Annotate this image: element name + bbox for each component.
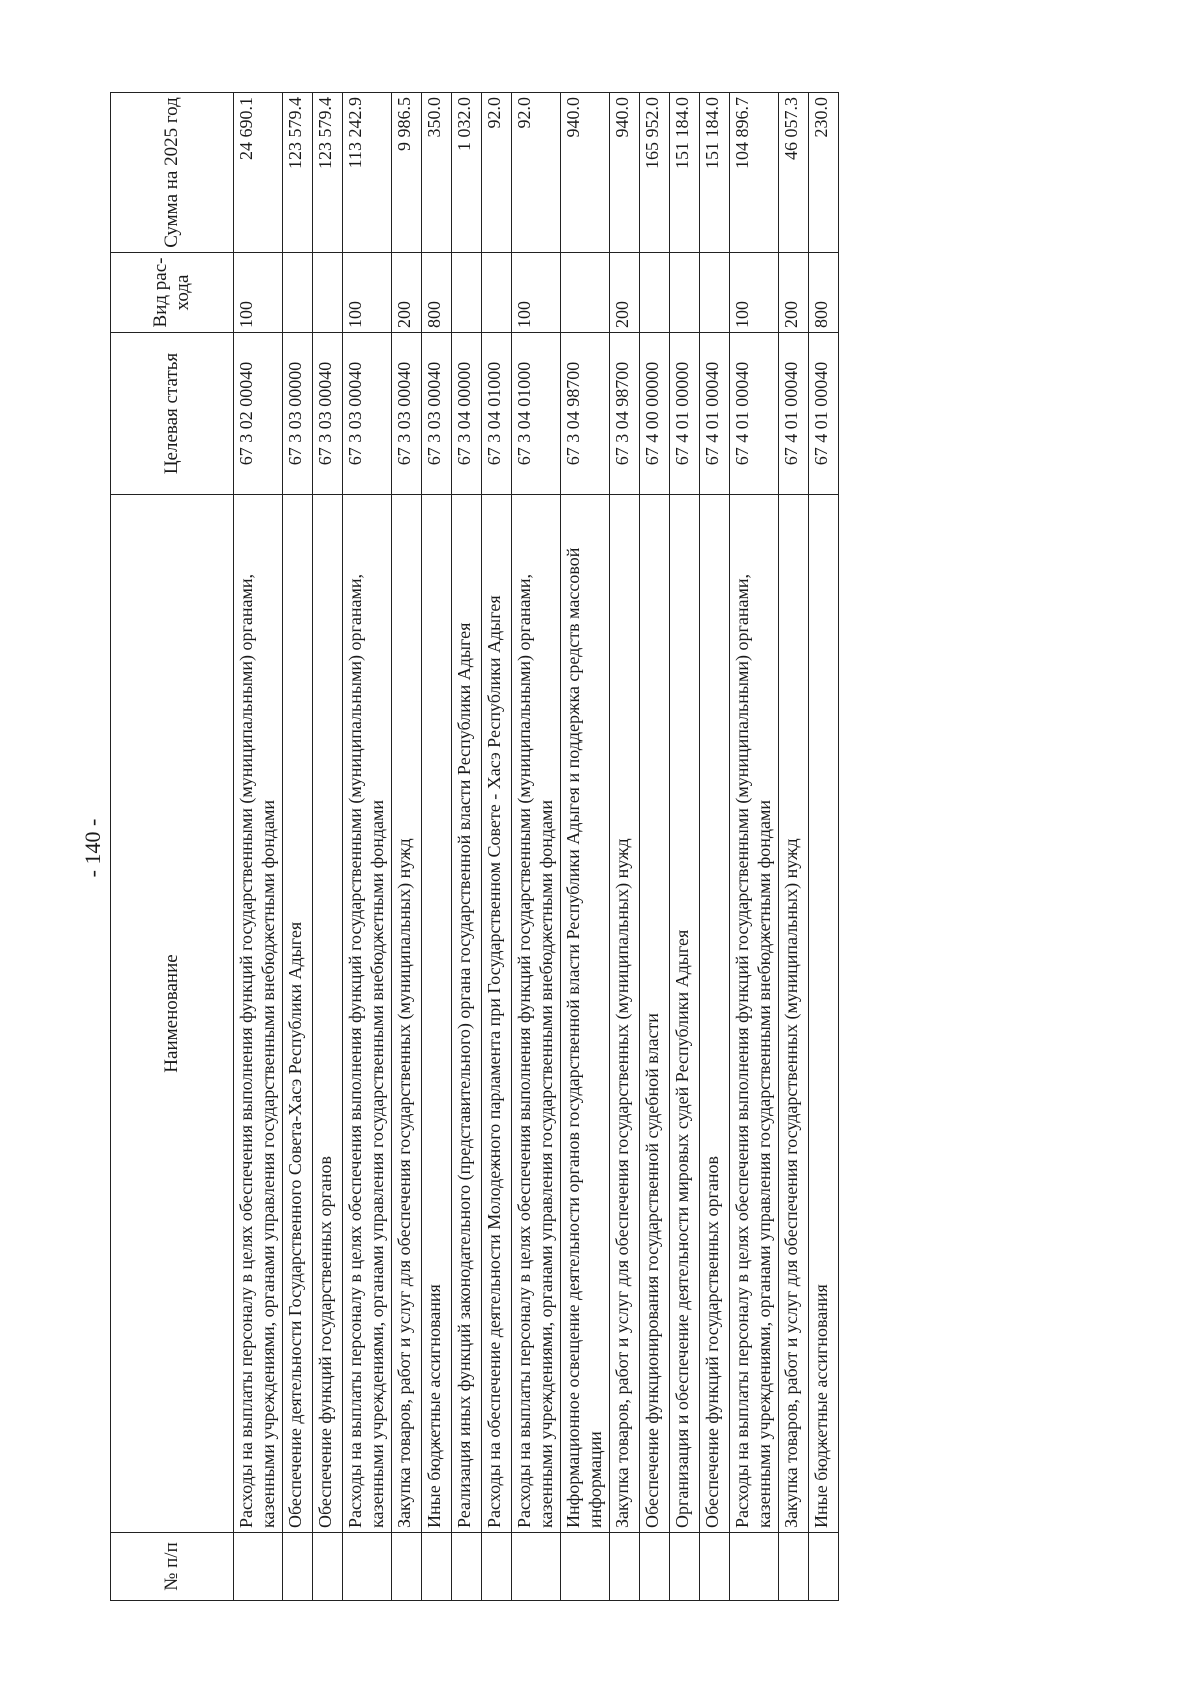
header-code: Целевая статья	[111, 333, 234, 495]
cell-name: Обеспечение деятельности Государственного Совета-Хасэ Республики Адыгея	[282, 495, 312, 1533]
cell-num	[234, 1533, 283, 1601]
budget-table	[110, 92, 839, 1601]
cell-sum: 24 690.1	[234, 93, 283, 253]
cell-code: 67 3 02 00040	[234, 333, 283, 495]
cell-code: 67 4 01 00040	[778, 333, 808, 495]
cell-type	[312, 253, 342, 333]
cell-name: Расходы на выплаты персоналу в целях обеспечения выполнения функций государственными (муниципальными) органами, казенными учреждениями, органами управления государственными внебюджетными фондами	[342, 495, 391, 1533]
cell-num	[391, 1533, 421, 1601]
cell-type: 100	[729, 253, 778, 333]
cell-code: 67 3 03 00040	[391, 333, 421, 495]
cell-num	[342, 1533, 391, 1601]
cell-sum: 9 986.5	[391, 93, 421, 253]
cell-num	[639, 1533, 669, 1601]
cell-sum: 151 184.0	[669, 93, 699, 253]
cell-sum: 940.0	[560, 93, 609, 253]
cell-name: Расходы на выплаты персоналу в целях обеспечения выполнения функций государственными (муниципальными) органами, казенными учреждениями, органами управления государственными внебюджетными фондами	[729, 495, 778, 1533]
cell-name: Иные бюджетные ассигнования	[808, 495, 838, 1533]
table-row	[669, 93, 699, 1601]
cell-name: Закупка товаров, работ и услуг для обеспечения государственных (муниципальных) нужд	[391, 495, 421, 1533]
cell-code: 67 4 00 00000	[639, 333, 669, 495]
cell-name: Расходы на обеспечение деятельности Молодежного парламента при Государственном Совете - Хасэ Республики Адыгея	[481, 495, 511, 1533]
cell-type	[669, 253, 699, 333]
cell-num	[808, 1533, 838, 1601]
cell-sum: 123 579.4	[312, 93, 342, 253]
cell-num	[451, 1533, 481, 1601]
page-number: - 140 -	[80, 818, 105, 878]
cell-name: Обеспечение функций государственных органов	[312, 495, 342, 1533]
cell-sum: 123 579.4	[282, 93, 312, 253]
cell-type	[481, 253, 511, 333]
cell-type	[639, 253, 669, 333]
table-row	[560, 93, 609, 1601]
cell-type	[699, 253, 729, 333]
table-row	[282, 93, 312, 1601]
cell-code: 67 3 04 01000	[481, 333, 511, 495]
cell-code: 67 3 04 98700	[560, 333, 609, 495]
table-row	[421, 93, 451, 1601]
cell-num	[669, 1533, 699, 1601]
cell-name: Организация и обеспечение деятельности мировых судей Республики Адыгея	[669, 495, 699, 1533]
cell-sum: 165 952.0	[639, 93, 669, 253]
cell-num	[511, 1533, 560, 1601]
cell-sum: 940.0	[609, 93, 639, 253]
cell-num	[312, 1533, 342, 1601]
cell-code: 67 4 01 00040	[729, 333, 778, 495]
cell-code: 67 3 03 00000	[282, 333, 312, 495]
cell-code: 67 3 04 00000	[451, 333, 481, 495]
cell-type	[560, 253, 609, 333]
table-row	[609, 93, 639, 1601]
cell-sum: 92.0	[481, 93, 511, 253]
cell-name: Закупка товаров, работ и услуг для обеспечения государственных (муниципальных) нужд	[778, 495, 808, 1533]
cell-name: Расходы на выплаты персоналу в целях обеспечения выполнения функций государственными (муниципальными) органами, казенными учреждениями, органами управления государственными внебюджетными фондами	[234, 495, 283, 1533]
table-row	[808, 93, 838, 1601]
cell-type: 200	[391, 253, 421, 333]
cell-num	[609, 1533, 639, 1601]
cell-sum: 151 184.0	[699, 93, 729, 253]
cell-type: 200	[778, 253, 808, 333]
table-row	[234, 93, 283, 1601]
table-row	[699, 93, 729, 1601]
cell-type: 100	[511, 253, 560, 333]
cell-num	[282, 1533, 312, 1601]
header-name: Наименование	[111, 495, 234, 1533]
cell-num	[421, 1533, 451, 1601]
cell-type: 100	[342, 253, 391, 333]
table-row	[312, 93, 342, 1601]
cell-code: 67 4 01 00000	[669, 333, 699, 495]
cell-name: Иные бюджетные ассигнования	[421, 495, 451, 1533]
cell-type: 200	[609, 253, 639, 333]
table-row	[342, 93, 391, 1601]
cell-type	[451, 253, 481, 333]
cell-code: 67 4 01 00040	[808, 333, 838, 495]
cell-sum: 230.0	[808, 93, 838, 253]
table-row	[639, 93, 669, 1601]
cell-sum: 46 057.3	[778, 93, 808, 253]
cell-name: Обеспечение функционирования государственной судебной власти	[639, 495, 669, 1533]
cell-num	[560, 1533, 609, 1601]
header-type: Вид рас-хода	[111, 253, 234, 333]
table-row	[391, 93, 421, 1601]
header-num: № п/п	[111, 1533, 234, 1601]
cell-code: 67 3 04 98700	[609, 333, 639, 495]
cell-num	[778, 1533, 808, 1601]
cell-num	[699, 1533, 729, 1601]
table-row	[451, 93, 481, 1601]
table-row	[481, 93, 511, 1601]
cell-code: 67 3 03 00040	[342, 333, 391, 495]
cell-type: 800	[808, 253, 838, 333]
cell-sum: 92.0	[511, 93, 560, 253]
cell-name: Реализация иных функций законодательного (представительного) органа государственной власти Республики Адыгея	[451, 495, 481, 1533]
cell-type: 800	[421, 253, 451, 333]
cell-num	[481, 1533, 511, 1601]
cell-type	[282, 253, 312, 333]
table-body	[234, 93, 839, 1601]
cell-sum: 1 032.0	[451, 93, 481, 253]
cell-name: Информационное освещение деятельности органов государственной власти Республики Адыгея и поддержка средств массовой информации	[560, 495, 609, 1533]
cell-num	[729, 1533, 778, 1601]
cell-code: 67 3 04 01000	[511, 333, 560, 495]
cell-name: Закупка товаров, работ и услуг для обеспечения государственных (муниципальных) нужд	[609, 495, 639, 1533]
cell-type: 100	[234, 253, 283, 333]
table-row	[778, 93, 808, 1601]
cell-sum: 350.0	[421, 93, 451, 253]
cell-name: Обеспечение функций государственных органов	[699, 495, 729, 1533]
cell-name: Расходы на выплаты персоналу в целях обеспечения выполнения функций государственными (муниципальными) органами, казенными учреждениями, органами управления государственными внебюджетными фондами	[511, 495, 560, 1533]
cell-code: 67 3 03 00040	[312, 333, 342, 495]
header-sum: Сумма на 2025 год	[111, 93, 234, 253]
table-row	[511, 93, 560, 1601]
cell-sum: 104 896.7	[729, 93, 778, 253]
cell-sum: 113 242.9	[342, 93, 391, 253]
cell-code: 67 4 01 00040	[699, 333, 729, 495]
table-row	[729, 93, 778, 1601]
cell-code: 67 3 03 00040	[421, 333, 451, 495]
table-header-row	[111, 93, 234, 1601]
